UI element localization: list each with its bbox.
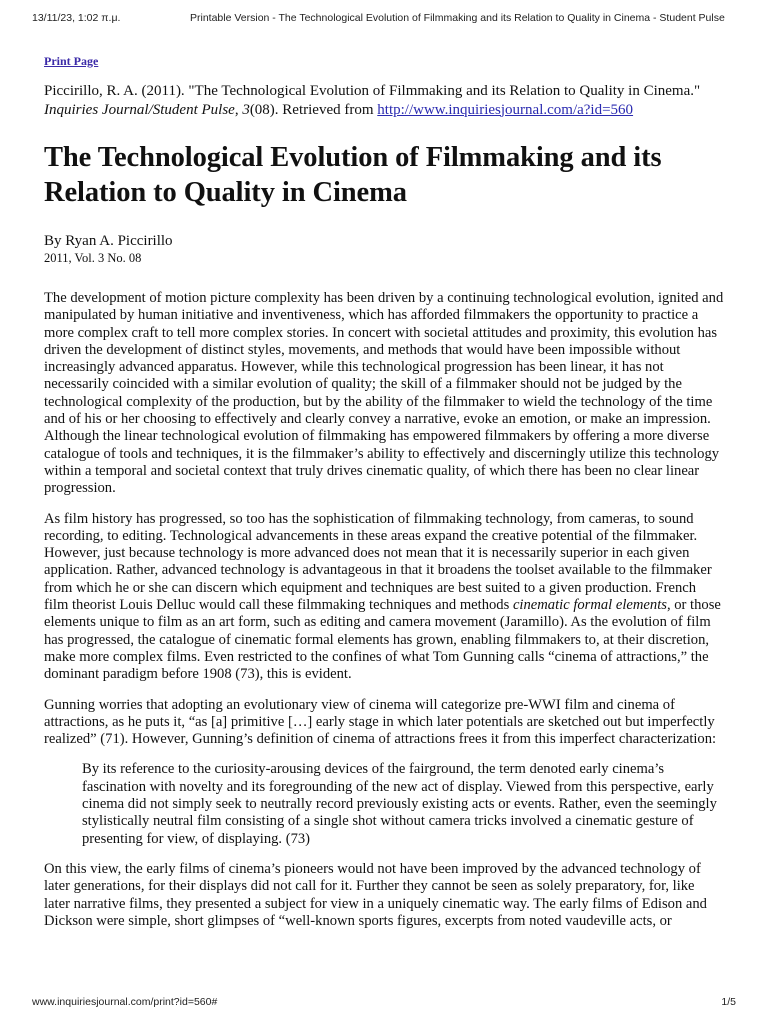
block-quote: By its reference to the curiosity-arousing devices of the fairground, the term denoted early cinema’s fascination with novelty and its foregrounding of the new act of display. Viewed from this perspective, early cinema did not simply seek to neutrally record previously existing acts or events. Rather, even the seemingly stylistically neutral film consisting of a single shot without camera tricks involved a cinematic gesture of presenting for view, of displaying. (73) [82,761,717,847]
paragraph-1: The development of motion picture complexity has been driven by a continuing technological evolution, ignited and manipulated by human initiative and inventiveness, which has afforded filmmakers the opportunity to practice a more complex craft to tell more complex stories. In concert with societal attitudes and proximity, this evolution has driven the development of distinct styles, movements, and methods that would have been impossible without increasingly advanced apparatus. However, while this technological progression has been linear, it has not necessarily coincided with a similar evolution of quality; the skill of a filmmaker should not be judged by the technological complexity of the production, but by the ability of the filmmaker to wield the technology of the time and of his or her choosing to effectively and clearly convey a narrative, evoke an emotion, or make an impression. Although the linear technological evolution of filmmaking has empowered filmmakers by offering a more diverse catalogue of tools and techniques, it is the filmmaker’s ability to effectively and discerningly utilize this technology within a temporal and societal context that truly drives cinematic quality, of which there has been no clear linear progression. [44,290,724,497]
paragraph-3: Gunning worries that adopting an evolutionary view of cinema will categorize pre-WWI film and cinema of attractions, as he puts it, “as [a] primitive […] early stage in which later potentials are sketched out but imperfectly realized” (71). However, Gunning’s definition of cinema of attractions frees it from this imperfect characterization: [44,696,717,748]
citation-journal: Inquiries Journal/Student Pulse [44,101,235,118]
paragraph-4: On this view, the early films of cinema’s pioneers would not have been improved by the advanced technology of later generations, for their displays did not call for it. Further they cannot be seen as solely preparatory, for, like later narrative films, they presented a subject for view in a uniquely cinematic way. The early films of Edison and Dickson were simple, short glimpses of “well-known sports figures, excerpts from noted vaudeville acts, or [44,860,707,929]
citation-issue: (08). Retrieved from [249,101,378,118]
article-volume-info: 2011, Vol. 3 No. 08 [44,251,142,265]
paragraph-2-part-a: As film history has progressed, so too has the sophistication of filmmaking technology, from cameras, to sound recording, to editing. Technological advancements in these areas expand the creative potential of the filmmaker. However, just because technology is more advanced does not mean that it is necessarily superior in each given application. Rather, advanced technology is advantageous in that it broadens the toolset available to the filmmaker from which he or she can discern which equipment and techniques are best suited to a given production. French film theorist Louis Delluc would call these filmmaking techniques and methods [44,510,712,614]
citation-sep: , [234,101,243,118]
browser-print-footer [0,996,768,1012]
citation [44,82,724,119]
paragraph-2 [44,511,724,684]
print-page-title: Printable Version - The Technological Evolution of Filmmaking and its Relation to Quality in Cinema - Student Pulse [190,12,725,24]
print-datetime: 13/11/23, 1:02 π.μ. [32,12,121,24]
paragraph-2-emphasis: cinematic formal elements [512,597,667,614]
paragraph-2-part-b: , or those elements unique to film as an art form, such as editing and camera movement (Jaramillo). As the evolution of film has progressed, the catalogue of cinematic formal elements has grown, enabling filmmakers to, at their discretion, make more complex films. Even restricted to the confines of what Tom Gunning calls “cinema of attractions,” the dominant paradigm before 1908 (73), this is evident. [44,597,721,683]
citation-volume: 3 [242,101,250,118]
article-content [44,54,724,943]
citation-lead: Piccirillo, R. A. (2011). "The Technological Evolution of Filmmaking and its Relation to Quality in Cinema." [44,83,701,99]
article-title: The Technological Evolution of Filmmaking and its Relation to Quality in Cinema [44,142,662,208]
print-page-link[interactable]: Print Page [44,54,99,68]
print-page-number: 1/5 [721,996,736,1008]
citation-url-link[interactable]: http://www.inquiriesjournal.com/a?id=560 [377,101,634,118]
article-author: By Ryan A. Piccirillo [44,233,173,249]
browser-print-header [0,12,768,28]
print-footer-url: www.inquiriesjournal.com/print?id=560# [32,996,218,1008]
